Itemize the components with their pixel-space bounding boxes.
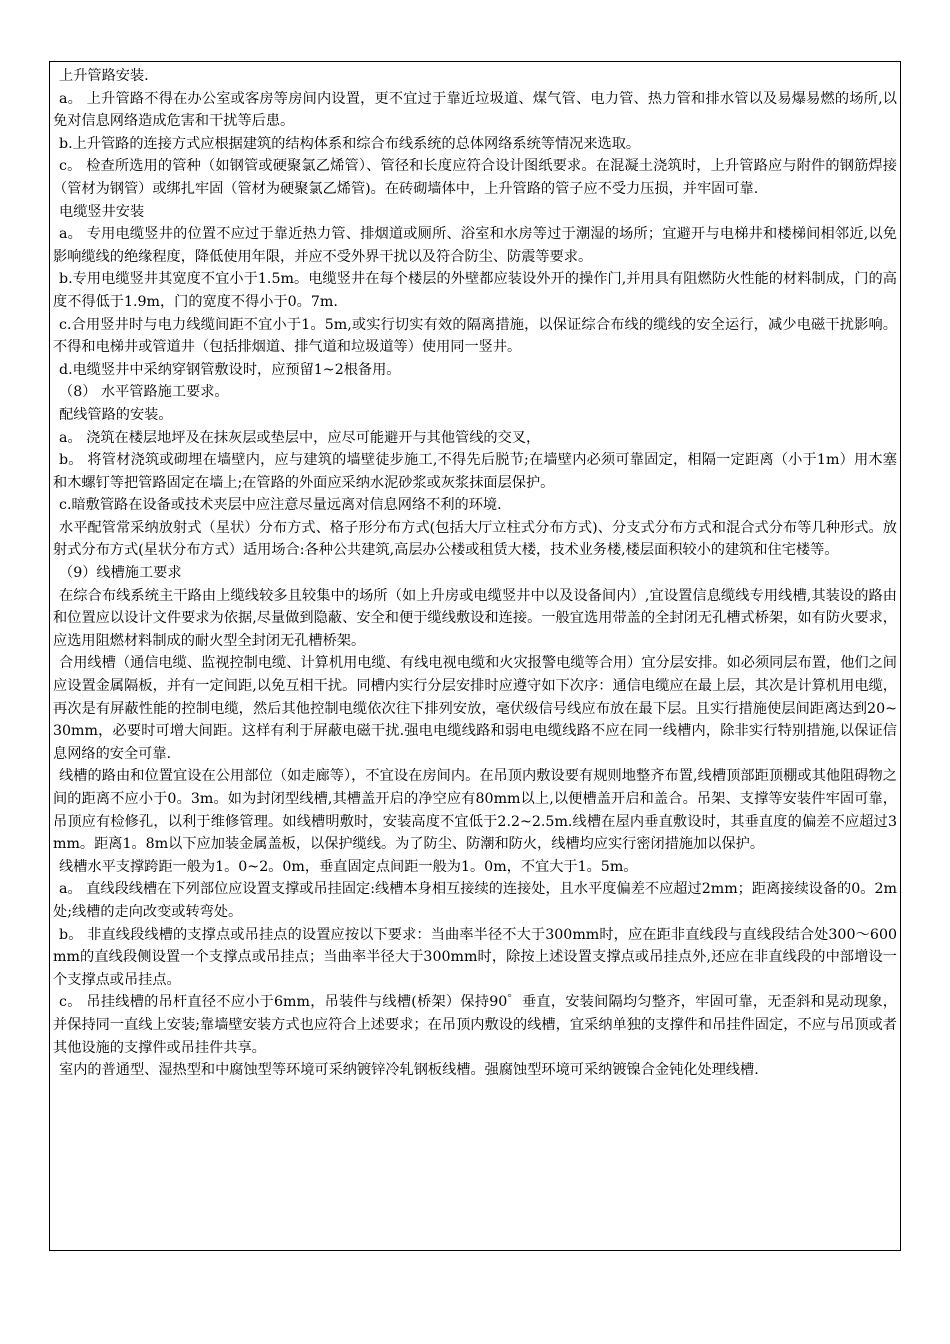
paragraph-shaft-d: d.电缆竖井中采纳穿钢管敷设时，应预留1~2根备用。 — [59, 361, 401, 378]
paragraph-pipe-b: b。 将管材浇筑或砌埋在墙壁内，应与建筑的墙壁徒步施工,不得先后脱节;在墙壁内必须可靠固定，相隔一定距离（小于1m）用木塞和木螺钉等把管路固定在墙上;在管路的外面应采纳水泥砂浆或灰浆抹面层保护。 — [53, 452, 897, 491]
paragraph-horizontal-layout: 水平配管常采纳放射式（星状）分布方式、格子形分布方式(包括大厅立柱式分布方式)、分支式分布方式和混合式分布等几种形式。放射式分布方式(星状分布方式）适用场合:各种公共建筑,高层办公楼或租赁大楼，技术业务楼,楼层面积较小的建筑和住宅楼等。 — [53, 519, 897, 559]
paragraph-tray-3: 线槽的路由和位置宜设在公用部位（如走廊等），不宜设在房间内。在吊顶内敷设要有规则地整齐布置,线槽顶部距顶棚或其他阻碍物之间的距离不应小于0。3m。如为封闭型线槽,其槽盖开启的净空应有80mm以上,以便槽盖开启和盖合。吊架、支撑等安装件牢固可靠，吊顶应有检修孔，以利于维修管理。如线槽明敷时，安装高度不宜低于2.2~2.5m.线槽在屋内垂直敷设时，其垂直度的偏差不应超过3mm。距离1。8m以下应加装金属盖板，以保护缆线。为了防尘、防潮和防火，线槽均应实行密闭措施加以保护。 — [53, 768, 897, 853]
paragraph-shaft-b: b.专用电缆竖井其宽度不宜小于1.5m。电缆竖井在每个楼层的外壁都应装设外开的操作门,并用具有阻燃防火性能的材料制成，门的高度不得低于1.9m，门的宽度不得小于0。7m. — [53, 271, 897, 310]
paragraph-riser-b: b.上升管路的连接方式应根据建筑的结构体系和综合布线系统的总体网络系统等情况来选取。 — [59, 135, 641, 152]
heading-distribution-pipe: 配线管路的安装。 — [59, 406, 173, 423]
paragraph-tray-b: b。 非直线段线槽的支撑点或吊挂点的设置应按以下要求：当曲率半径不大于300mm时，应在距非直线段与直线段结合处300～600mm的直线段侧设置一个支撑点或吊挂点；当曲率半径大于300mm时，除按上述设置支撑点或吊挂点外,还应在非直线段的中部增设一个支撑点或吊挂点。 — [53, 926, 897, 988]
paragraph-tray-a: a。 直线段线槽在下列部位应设置支撑或吊挂固定:线槽本身相互接续的连接处，且水平度偏差不应超过2mm；距离接续设备的0。2m处;线槽的走向改变或转弯处。 — [53, 881, 897, 920]
heading-horizontal-pipe: （8） 水平管路施工要求。 — [59, 384, 229, 401]
paragraph-pipe-c: c.暗敷管路在设备或技术夹层中应注意尽量远离对信息网络不利的环境. — [59, 497, 502, 514]
paragraph-tray-c: c。 吊挂线槽的吊杆直径不应小于6mm，吊装件与线槽(桥架）保持90゜垂直，安装间隔均匀整齐，牢固可靠，无歪斜和晃动现象，并保持同一直线上安装;靠墙壁安装方式也应符合上述要求；在吊顶内敷设的线槽，宜采纳单独的支撑件和吊挂件固定，不应与吊顶或者其他设施的支撑件或吊挂件共享。 — [53, 994, 897, 1056]
paragraph-tray-2: 合用线槽（通信电缆、监视控制电缆、计算机用电缆、有线电视电缆和火灾报警电缆等合用）宜分层安排。如必须同层布置，他们之间应设置金属隔板，并有一定间距,以免互相干扰。同槽内实行分层安排时应遵守如下次序：通信电缆应在最上层，其次是计算机用电缆，再次是有屏蔽性能的控制电缆，然后其他控制电缆依次往下排列安放，毫伏级信号线应布放在最下层。且实行措施使层间距离达到20~30mm，必要时可增大间距。这样有利于屏蔽电磁干扰.强电电缆线路和弱电电缆线路不应在同一线槽内，除非实行特别措施,以保证信息网络的安全可靠. — [53, 655, 897, 762]
heading-cable-tray: （9）线槽施工要求 — [59, 565, 182, 582]
paragraph-shaft-c: c.合用竖井时与电力线缆间距不宜小于1。5m,或实行切实有效的隔离措施，以保证综合布线的缆线的安全运行，减少电磁干扰影响。不得和电梯井或管道井（包括排烟道、排气道和垃圾道等）使用同一竖井。 — [53, 316, 897, 356]
heading-riser-installation: 上升管路安装. — [59, 68, 149, 84]
paragraph-pipe-a: a。 浇筑在楼层地坪及在抹灰层或垫层中，应尽可能避开与其他管线的交叉， — [59, 429, 541, 446]
paragraph-riser-a: a。 上升管路不得在办公室或客房等房间内设置，更不宜过于靠近垃圾道、煤气管、电力管、热力管和排水管以及易爆易燃的场所,以免对信息网络造成危害和干扰等后患。 — [53, 90, 897, 130]
paragraph-tray-4: 线槽水平支撑跨距一般为1。0~2。0m，垂直固定点间距一般为1。0m，不宜大于1。5m。 — [59, 858, 638, 875]
paragraph-tray-1: 在综合布线系统主干路由上缆线较多且较集中的场所（如上升房或电缆竖井中以及设备间内）,宜设置信息缆线专用线槽,其装设的路由和位置应以设计文件要求为依据,尽量做到隐蔽、安全和便于缆线敷设和连接。一般宜选用带盖的全封闭无孔槽式桥架，如有防火要求，应选用阻燃材料制成的耐火型全封闭无孔槽桥架。 — [53, 587, 897, 649]
paragraph-shaft-a: a。 专用电缆竖井的位置不应过于靠近热力管、排烟道或厕所、浴室和水房等过于潮湿的场所；宜避开与电梯井和楼梯间相邻近,以免影响缆线的绝缘程度，降低使用年限，并应不受外界干扰以及符合防尘、防震等要求。 — [53, 226, 897, 265]
paragraph-riser-c: c。 检查所选用的管种（如钢管或硬聚氯乙烯管）、管径和长度应符合设计图纸要求。在混凝土浇筑时，上升管路应与附件的钢筋焊接（管材为钢管）或绑扎牢固（管材为硬聚氯乙烯管)。在砖砌墙体中，上升管路的管子应不受力压损，并牢固可靠. — [53, 158, 897, 197]
paragraph-tray-5: 室内的普通型、湿热型和中腐蚀型等环境可采纳镀锌冷轧钢板线槽。强腐蚀型环境可采纳镀镍合金钝化处理线槽. — [59, 1062, 759, 1079]
document-frame — [49, 61, 901, 1251]
heading-cable-shaft: 电缆竖井安装 — [59, 203, 145, 220]
